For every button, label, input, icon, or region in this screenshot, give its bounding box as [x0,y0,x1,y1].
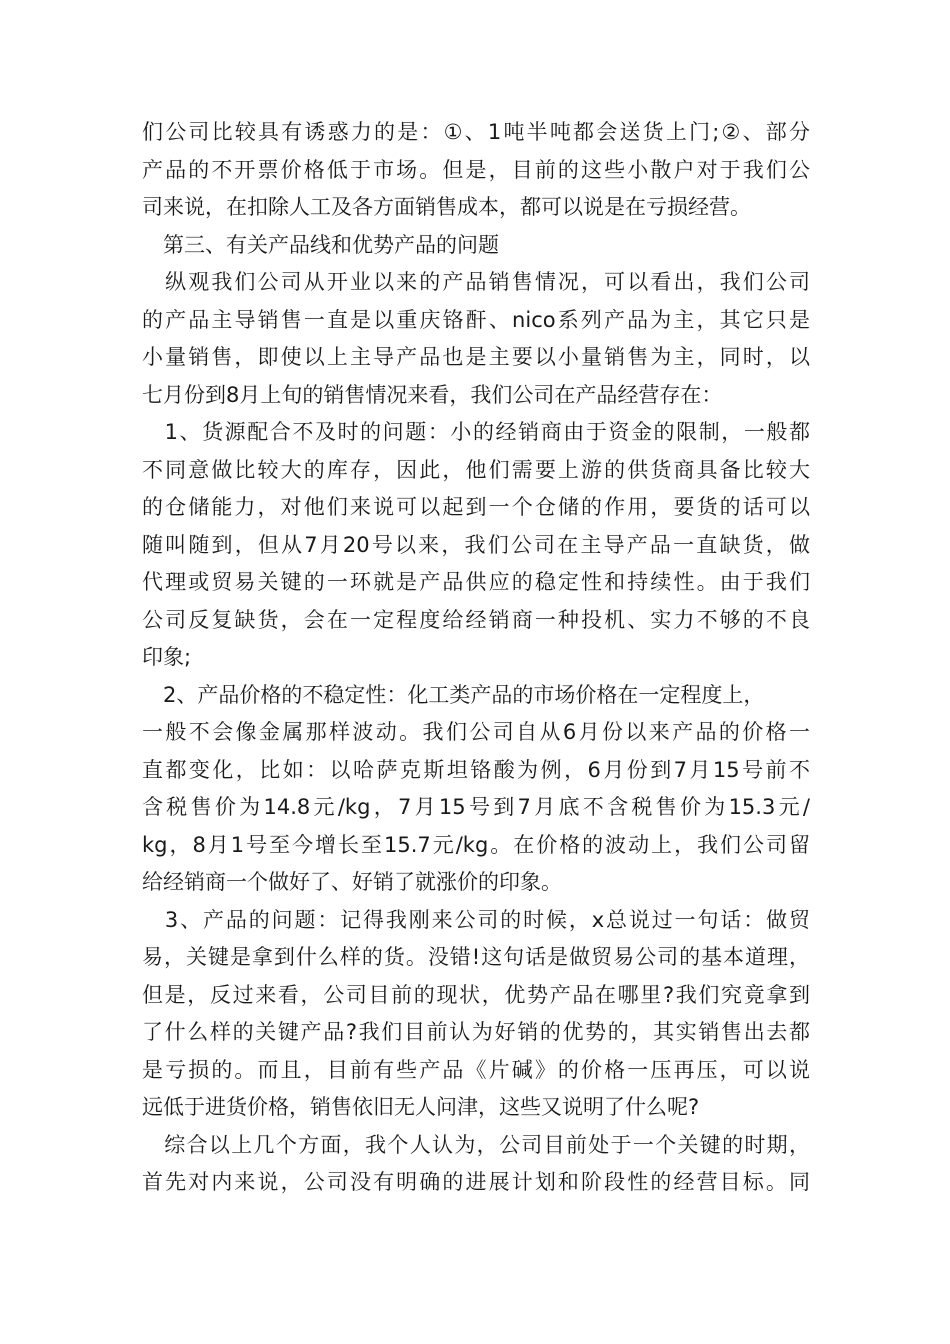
text-line: 产品的不开票价格低于市场。但是，目前的这些小散户对于我们公 [142,157,810,182]
text-line: 司来说，在扣除人工及各方面销售成本，都可以说是在亏损经营。 [142,195,751,219]
text-line: kg，8月1号至今增长至15.7元/kg。在价格的波动上，我们公司留 [142,832,810,857]
text-line: 但是，反过来看，公司目前的现状，优势产品在哪里?我们究竟拿到 [142,982,810,1007]
text-line: 远低于进货价格，销售依旧无人问津，这些又说明了什么呢? [142,1095,700,1119]
text-line: 七月份到8月上旬的销售情况来看，我们公司在产品经营存在： [142,382,723,407]
text-line: 易，关键是拿到什么样的货。没错!这句话是做贸易公司的基本道理， [142,945,810,969]
text-line: 一般不会像金属那样波动。我们公司自从6月份以来产品的价格一 [142,720,810,744]
text-line: 的仓储能力，对他们来说可以起到一个仓储的作用，要货的话可以 [142,495,810,519]
text-line: 随叫随到，但从7月20号以来，我们公司在主导产品一直缺货，做 [142,532,810,557]
text-line: 直都变化，比如：以哈萨克斯坦铬酸为例，6月份到7月15号前不 [142,757,810,782]
text-line: 含税售价为14.8元/kg，7月15号到7月底不含税售价为15.3元/ [142,795,810,819]
text-line: 公司反复缺货，会在一定程度给经销商一种投机、实力不够的不良 [142,607,810,632]
text-line: 综合以上几个方面，我个人认为，公司目前处于一个关键的时期， [142,1132,810,1157]
text-line: 1、货源配合不及时的问题：小的经销商由于资金的限制，一般都 [142,420,810,444]
body-text [142,114,810,1202]
text-line: 3、产品的问题：记得我刚来公司的时候，x总说过一句话：做贸 [142,907,810,932]
text-line: 印象; [142,645,192,669]
text-line: 第三、有关产品线和优势产品的问题 [142,232,499,257]
text-line: 给经销商一个做好了、好销了就涨价的印象。 [142,870,562,894]
text-line: 2、产品价格的不稳定性：化工类产品的市场价格在一定程度上， [142,682,765,707]
text-line: 小量销售，即使以上主导产品也是主要以小量销售为主，同时，以 [142,345,810,369]
text-line: 的产品主导销售一直是以重庆铬酐、nico系列产品为主，其它只是 [142,307,810,332]
text-line: 是亏损的。而且，目前有些产品《片碱》的价格一压再压，可以说 [142,1057,810,1082]
text-line: 了什么样的关键产品?我们目前认为好销的优势的，其实销售出去都 [142,1020,810,1044]
text-line: 首先对内来说，公司没有明确的进展计划和阶段性的经营目标。同 [142,1170,810,1194]
text-line: 们公司比较具有诱惑力的是：①、1吨半吨都会送货上门;②、部分 [142,120,810,144]
text-line: 不同意做比较大的库存，因此，他们需要上游的供货商具备比较大 [142,457,810,482]
text-line: 纵观我们公司从开业以来的产品销售情况，可以看出，我们公司 [142,270,810,294]
text-line: 代理或贸易关键的一环就是产品供应的稳定性和持续性。由于我们 [142,570,810,594]
